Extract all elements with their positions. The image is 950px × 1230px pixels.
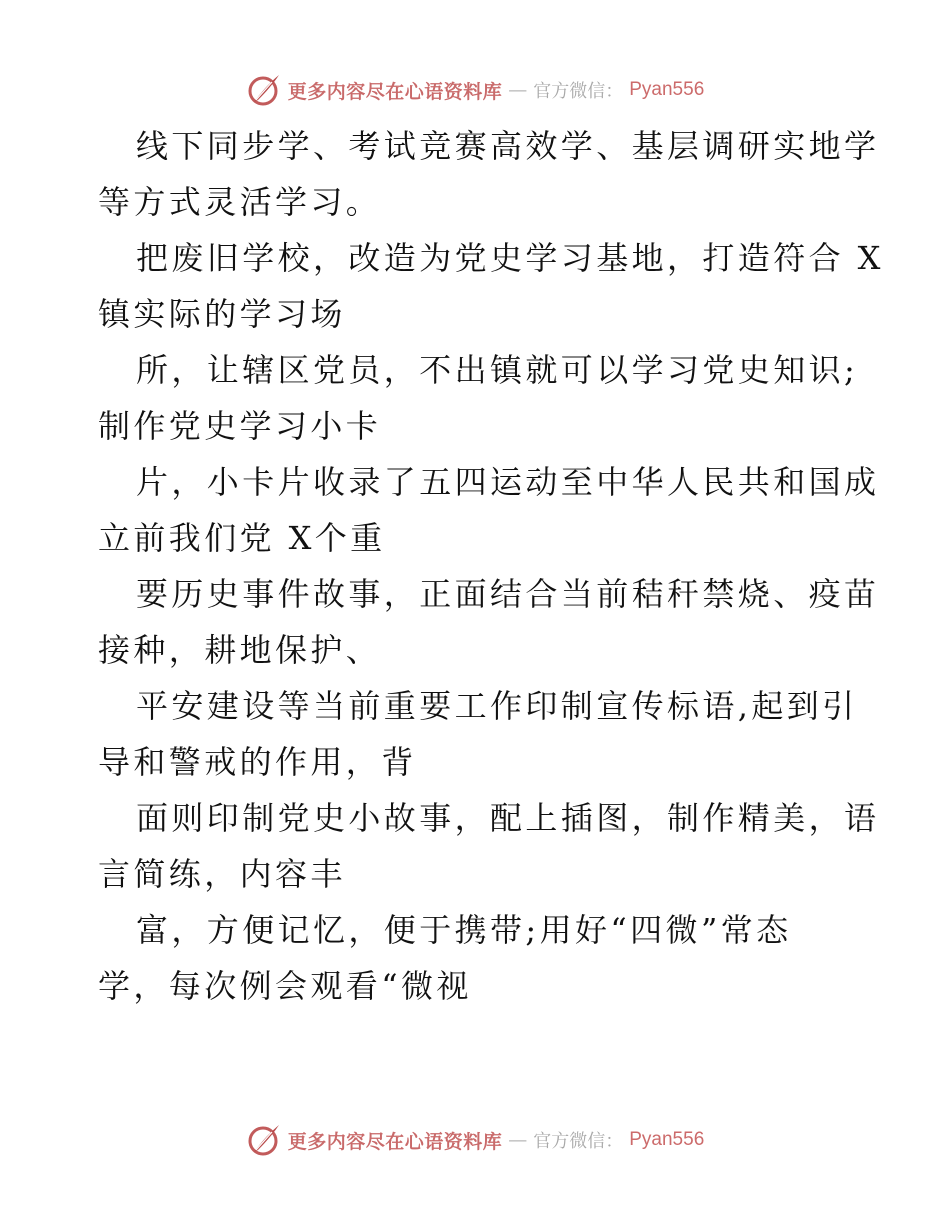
feather-logo-icon: [246, 1122, 282, 1158]
header-wechat-id: Pyan556: [629, 79, 705, 100]
text-line: 立前我们党 X个重: [98, 519, 386, 557]
footer-wechat-label: 官方微信：: [533, 1131, 624, 1152]
header-wechat-label: 官方微信：: [533, 81, 624, 102]
feather-logo-icon: [246, 72, 282, 108]
text-line: 把废旧学校，改造为党史学习基地，打造符合 X: [136, 239, 884, 277]
text-line: 富，方便记忆，便于携带;用好“四微”常态: [136, 911, 792, 949]
header-separator: —: [508, 79, 528, 101]
text-line: 平安建设等当前重要工作印制宣传标语,起到引: [136, 687, 858, 725]
text-line: 要历史事件故事，正面结合当前秸秆禁烧、疫苗: [136, 575, 880, 613]
header-banner: [0, 68, 950, 112]
header-site-text: 更多内容尽在心语资料库: [287, 80, 503, 103]
footer-wechat-id: Pyan556: [629, 1129, 705, 1150]
text-line: 接种，耕地保护、: [98, 631, 382, 669]
text-line: 面则印制党史小故事，配上插图，制作精美，语: [136, 799, 880, 837]
text-line: 言简练，内容丰: [98, 855, 346, 893]
footer-banner: [0, 1118, 950, 1162]
text-line: 线下同步学、考试竞赛高效学、基层调研实地学: [136, 127, 880, 165]
text-line: 导和警戒的作用，背: [98, 743, 417, 781]
text-line: 学，每次例会观看“微视: [98, 967, 472, 1005]
text-line: 等方式灵活学习。: [98, 183, 382, 221]
text-line: 制作党史学习小卡: [98, 407, 382, 445]
text-line: 镇实际的学习场: [98, 295, 346, 333]
text-line: 片，小卡片收录了五四运动至中华人民共和国成: [136, 463, 880, 501]
document-body: [98, 118, 884, 1014]
footer-separator: —: [508, 1129, 528, 1151]
text-line: 所，让辖区党员，不出镇就可以学习党史知识;: [136, 351, 859, 389]
footer-site-text: 更多内容尽在心语资料库: [287, 1130, 503, 1153]
